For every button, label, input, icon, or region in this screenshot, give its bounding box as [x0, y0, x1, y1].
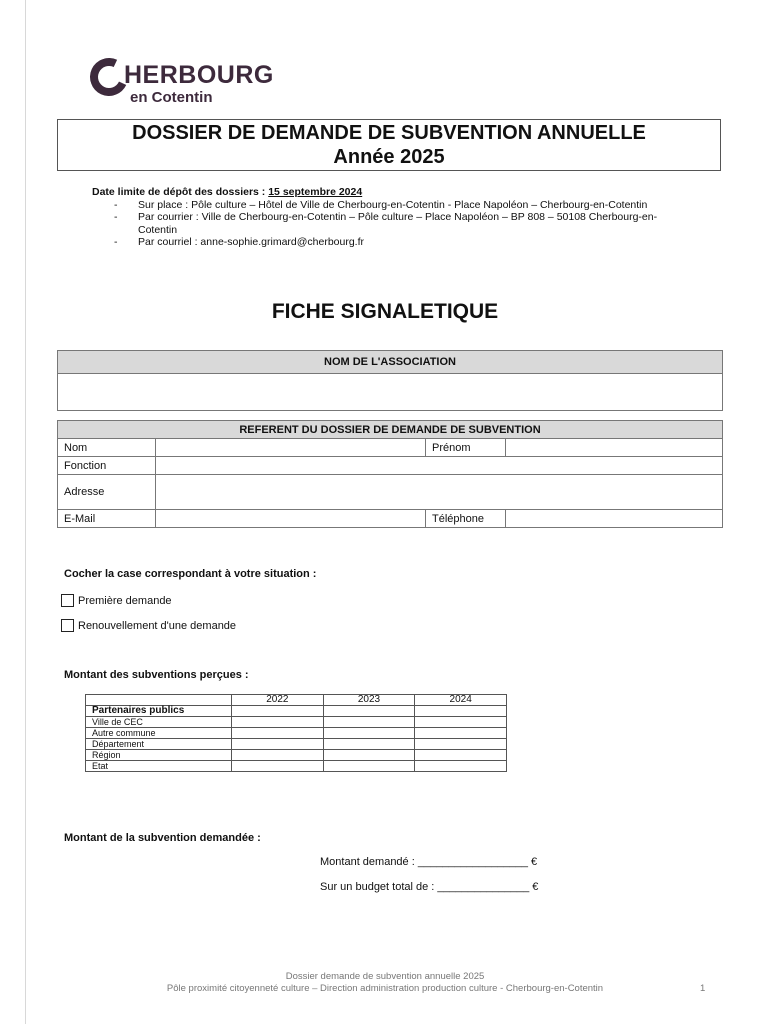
nom-field[interactable]: [156, 439, 426, 457]
nom-label: Nom: [58, 439, 156, 457]
amount-cell[interactable]: [323, 739, 415, 750]
deadline-date: 15 septembre 2024: [268, 186, 363, 198]
association-table: [57, 350, 723, 411]
renouvellement-label: Renouvellement d'une demande: [78, 619, 237, 632]
partenaires-header: Partenaires publics: [86, 706, 232, 717]
email-label: E-Mail: [58, 510, 156, 528]
table-row: [86, 739, 507, 750]
year-2023: 2023: [323, 695, 415, 706]
table-row: [86, 761, 507, 772]
deposit-methods-list: [92, 199, 692, 249]
amount-cell[interactable]: [415, 761, 507, 772]
amount-cell[interactable]: [415, 739, 507, 750]
amount-cell[interactable]: [323, 750, 415, 761]
premiere-demande-checkbox[interactable]: [61, 594, 74, 607]
amount-cell[interactable]: [415, 750, 507, 761]
premiere-demande-option[interactable]: [61, 594, 172, 607]
row-label-region: Région: [86, 750, 232, 761]
deposit-method-mail: - Par courrier : Ville de Cherbourg-en-Cotentin – Pôle culture – Place Napoléon – BP 808 – 50108 Cherbourg-en-Cotentin: [92, 211, 692, 236]
referent-header: REFERENT DU DOSSIER DE DEMANDE DE SUBVENTION: [58, 421, 723, 439]
association-name-field[interactable]: [58, 374, 723, 411]
row-label-ville: Ville de CEC: [86, 717, 232, 728]
amount-cell[interactable]: [232, 761, 324, 772]
amount-cell[interactable]: [232, 739, 324, 750]
amount-cell[interactable]: [415, 717, 507, 728]
amount-cell[interactable]: [323, 761, 415, 772]
prenom-field[interactable]: [506, 439, 723, 457]
year-2024: 2024: [415, 695, 507, 706]
table-row: [86, 717, 507, 728]
amount-cell[interactable]: [415, 706, 507, 717]
logo-brand: HERBOURG: [124, 61, 274, 89]
amount-cell[interactable]: [232, 717, 324, 728]
deadline-label: Date limite de dépôt des dossiers :: [92, 186, 269, 198]
row-label-departement: Département: [86, 739, 232, 750]
adresse-field[interactable]: [156, 475, 723, 510]
table-row: [86, 728, 507, 739]
amount-cell[interactable]: [323, 717, 415, 728]
deadline-info: [92, 186, 692, 249]
amount-cell[interactable]: [232, 728, 324, 739]
adresse-label: Adresse: [58, 475, 156, 510]
footer-line-2: Pôle proximité citoyenneté culture – Direction administration production culture - Cherbourg-en-Cotentin: [166, 983, 604, 994]
margin-line: [25, 0, 26, 1024]
deposit-method-email: - Par courriel : anne-sophie.grimard@cherbourg.fr: [92, 236, 692, 249]
amount-cell[interactable]: [323, 728, 415, 739]
email-field[interactable]: [156, 510, 426, 528]
premiere-demande-label: Première demande: [78, 594, 172, 607]
deadline-heading: [92, 186, 692, 199]
fiche-title: FICHE SIGNALETIQUE: [271, 300, 499, 323]
amount-cell[interactable]: [415, 728, 507, 739]
telephone-field[interactable]: [506, 510, 723, 528]
logo-subtitle: en Cotentin: [130, 89, 213, 106]
title-line-1: DOSSIER DE DEMANDE DE SUBVENTION ANNUELLE: [132, 122, 646, 144]
telephone-label: Téléphone: [426, 510, 506, 528]
row-label-etat: Etat: [86, 761, 232, 772]
prenom-label: Prénom: [426, 439, 506, 457]
corner-cell: [86, 695, 232, 706]
table-row: [86, 750, 507, 761]
cherbourg-logo: [90, 58, 290, 110]
montant-demande-line[interactable]: Montant demandé : __________________ €: [320, 856, 538, 868]
amount-cell[interactable]: [323, 706, 415, 717]
title-line-2: Année 2025: [333, 146, 445, 168]
amount-cell[interactable]: [232, 706, 324, 717]
subventions-label: Montant des subventions perçues :: [64, 669, 249, 681]
fonction-field[interactable]: [156, 457, 723, 475]
referent-table: [57, 420, 723, 528]
deposit-method-onsite: - Sur place : Pôle culture – Hôtel de Ville de Cherbourg-en-Cotentin - Place Napoléon – Cherbourg-en-Cotentin: [92, 199, 692, 212]
subventions-table: [85, 694, 507, 772]
amount-cell[interactable]: [232, 750, 324, 761]
budget-total-line[interactable]: Sur un budget total de : _______________ €: [320, 881, 539, 893]
document-title: [57, 119, 721, 171]
year-2022: 2022: [232, 695, 324, 706]
row-label-autre-commune: Autre commune: [86, 728, 232, 739]
subvention-demandee-label: Montant de la subvention demandée :: [64, 832, 261, 844]
fonction-label: Fonction: [58, 457, 156, 475]
situation-label: Cocher la case correspondant à votre situation :: [64, 568, 317, 580]
footer-line-1: Dossier demande de subvention annuelle 2025: [285, 971, 485, 982]
renouvellement-option[interactable]: [61, 619, 236, 632]
page-number: 1: [700, 983, 706, 994]
association-header: NOM DE L'ASSOCIATION: [58, 351, 723, 374]
page-footer: [0, 971, 770, 995]
renouvellement-checkbox[interactable]: [61, 619, 74, 632]
